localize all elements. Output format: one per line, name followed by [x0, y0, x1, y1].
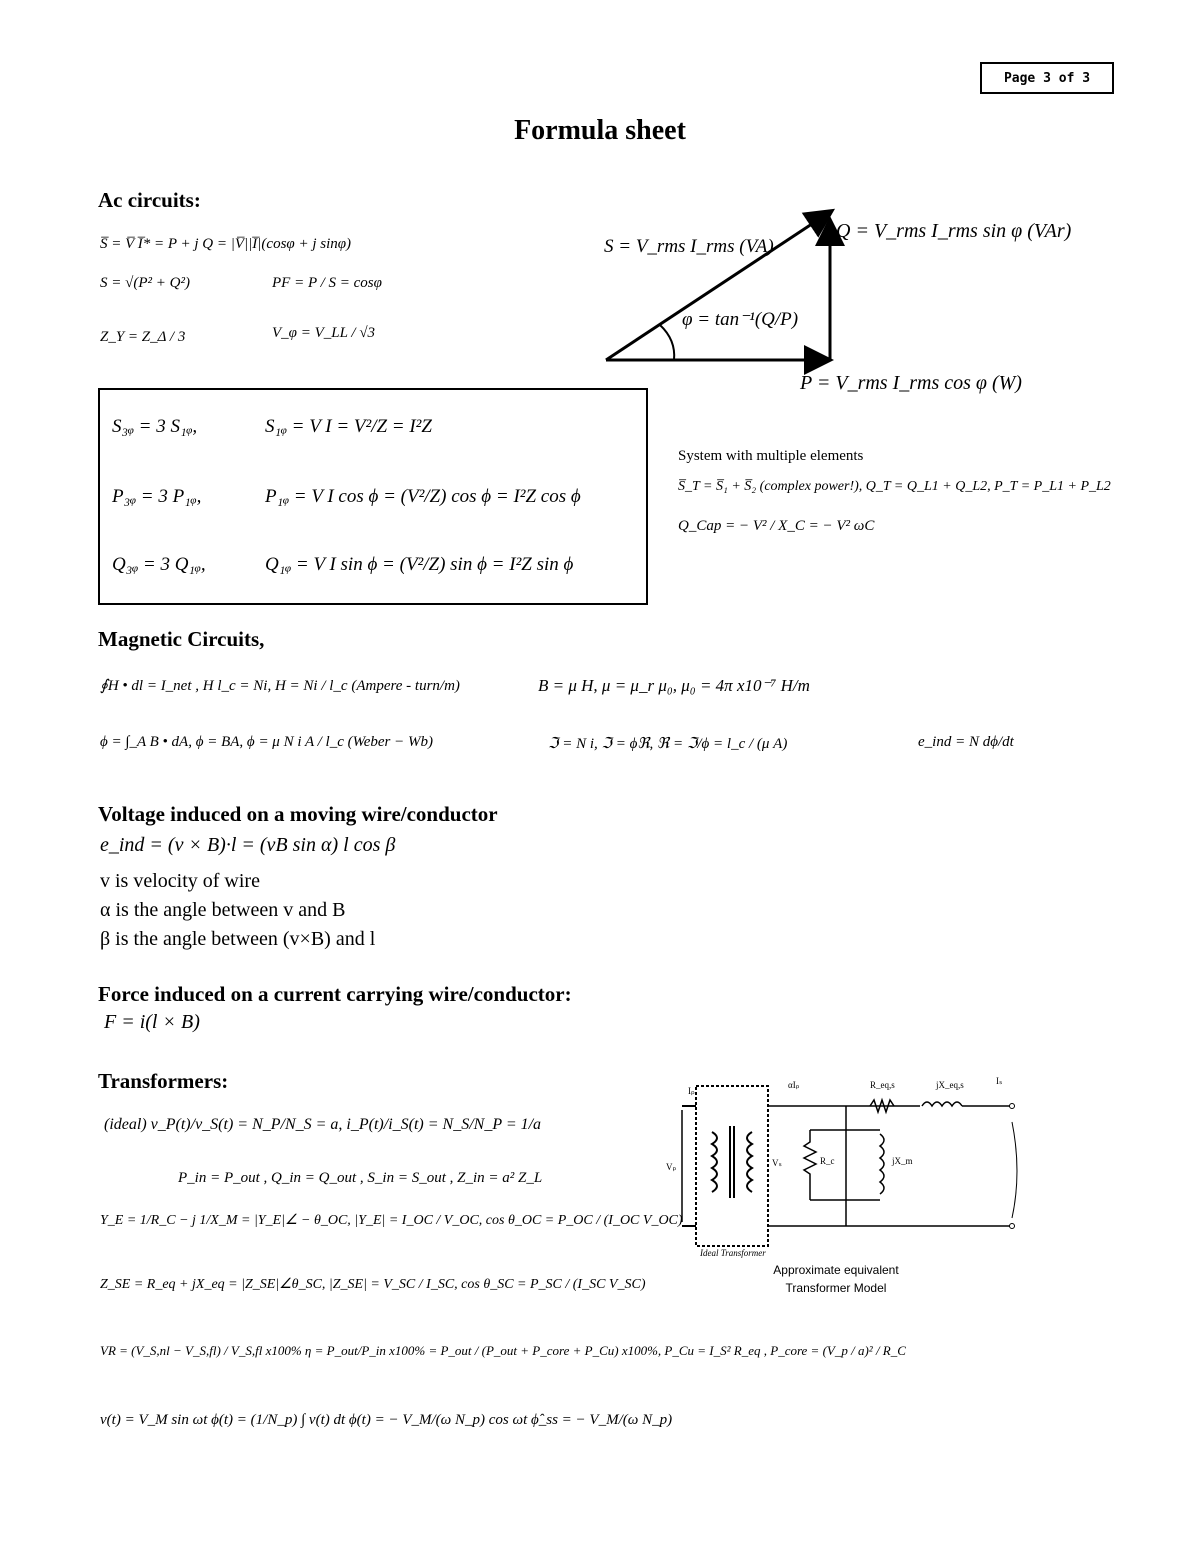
ac-apparent-power-eq: S = √(P² + Q²)	[100, 275, 190, 291]
diagram-caption-2: Transformer Model	[785, 1281, 887, 1295]
triangle-p-label: P = V_rms I_rms cos φ (W)	[800, 372, 1022, 394]
box-s1-eq: S₁ᵩ = V I = V²/Z = I²Z	[265, 416, 432, 437]
transformer-circuit-diagram	[660, 1070, 1040, 1270]
transformer-flux-eq: v(t) = V_M sin ωt ϕ(t) = (1/N_p) ∫ v(t) dt ϕ(t) = − V_M/(ω N_p) cos ωt ϕ̂_ss = − V_M/(ω N_p)	[100, 1412, 673, 1428]
triangle-phi-label: φ = tan⁻¹(Q/P)	[682, 309, 799, 330]
voltage-alpha-line: α is the angle between v and B	[100, 899, 346, 921]
force-induced-eq: F = i(l × B)	[104, 1011, 200, 1033]
magnetic-reluctance-eq: ℑ = N i, ℑ = ϕℜ, ℜ = ℑ/ϕ = l_c / (μ A)	[548, 736, 788, 752]
s-vector-arrow	[606, 212, 830, 360]
box-q1-eq: Q₁ᵩ = V I sin ϕ = (V²/Z) sin ϕ = I²Z sin ϕ	[265, 554, 574, 575]
label-ideal-transformer: Ideal Transformer	[700, 1248, 766, 1258]
magnetizing-inductor	[880, 1134, 884, 1194]
label-is: Iₛ	[996, 1076, 1003, 1086]
magnetic-heading: Magnetic Circuits,	[98, 627, 265, 651]
transformer-impedance-eq: Z_SE = R_eq + jX_eq = |Z_SE|∠θ_SC, |Z_SE| = V_SC / I_SC, cos θ_SC = P_SC / (I_SC V_SC)	[100, 1277, 646, 1292]
core-loss-resistor	[804, 1130, 816, 1200]
ideal-transformer-box	[696, 1086, 768, 1246]
force-induced-heading: Force induced on a current carrying wire/conductor:	[98, 982, 572, 1006]
label-jxeq: jX_eq,s	[936, 1080, 964, 1090]
label-vp: Vₚ	[666, 1162, 677, 1172]
magnetic-flux-density-eq: B = μ H, μ = μ_r μ₀, μ₀ = 4π x10⁻⁷ H/m	[538, 676, 810, 695]
label-aip: αIₚ	[788, 1080, 800, 1090]
ac-phase-voltage-eq: V_φ = V_LL / √3	[272, 325, 376, 341]
magnetic-ampere-eq: ∮H • dl = I_net , H l_c = Ni, H = Ni / l_c (Ampere - turn/m)	[100, 678, 460, 694]
ac-wye-delta-eq: Z_Y = Z_Δ / 3	[100, 329, 186, 345]
multi-total-power-eq: S̅_T = S̅₁ + S̅₂ (complex power!), Q_T = Q_L1 + Q_L2, P_T = P_L1 + P_L2	[678, 479, 1111, 494]
voltage-induced-heading: Voltage induced on a moving wire/conductor	[98, 802, 498, 826]
transformer-ideal-eq: (ideal) v_P(t)/v_S(t) = N_P/N_S = a, i_P(t)/i_S(t) = N_S/N_P = 1/a	[104, 1116, 542, 1133]
primary-winding	[712, 1132, 717, 1192]
multi-cap-reactive-eq: Q_Cap = − V² / X_C = − V² ωC	[678, 518, 875, 534]
voltage-induced-eq: e_ind = (v × B)·l = (vB sin α) l cos β	[100, 834, 396, 856]
box-s3-eq: S₃ᵩ = 3 S₁ᵩ,	[112, 416, 198, 437]
voltage-velocity-line: v is velocity of wire	[100, 870, 260, 892]
triangle-q-label: Q = V_rms I_rms sin φ (VAr)	[836, 220, 1072, 242]
label-jxm: jX_m	[892, 1156, 913, 1166]
transformer-admittance-eq: Y_E = 1/R_C − j 1/X_M = |Y_E|∠ − θ_OC, |Y_E| = I_OC / V_OC, cos θ_OC = P_OC / (I_OC V_OC)	[100, 1213, 683, 1228]
magnetic-flux-eq: ϕ = ∫_A B • dA, ϕ = BA, ϕ = μ N i A / l_c (Weber − Wb)	[100, 734, 434, 750]
page-title: Formula sheet	[514, 115, 686, 146]
series-reactance	[922, 1102, 962, 1106]
transformer-power-equality-eq: P_in = P_out , Q_in = Q_out , S_in = S_out , Z_in = a² Z_L	[178, 1170, 543, 1186]
transformers-heading: Transformers:	[98, 1069, 229, 1093]
label-ip: Iₚ	[688, 1086, 695, 1096]
ac-complex-power-eq: S̅ = V̅ I̅* = P + j Q = |V̅||I̅|(cosφ + j sinφ)	[100, 236, 352, 252]
label-req: R_eq,s	[870, 1080, 895, 1090]
label-rc: R_c	[820, 1156, 835, 1166]
magnetic-induced-emf-eq: e_ind = N dϕ/dt	[918, 734, 1014, 750]
box-p1-eq: P₁ᵩ = V I cos ϕ = (V²/Z) cos ϕ = I²Z cos ϕ	[265, 486, 581, 507]
label-vs: Vₛ	[772, 1158, 782, 1168]
secondary-winding	[747, 1132, 752, 1192]
box-p3-eq: P₃ᵩ = 3 P₁ᵩ,	[112, 486, 202, 507]
box-q3-eq: Q₃ᵩ = 3 Q₁ᵩ,	[112, 554, 206, 575]
triangle-s-label: S = V_rms I_rms (VA)	[604, 236, 774, 257]
ac-power-factor-eq: PF = P / S = cosφ	[272, 275, 382, 291]
multi-elements-heading: System with multiple elements	[678, 448, 864, 464]
ac-circuits-heading: Ac circuits:	[98, 188, 201, 212]
phi-angle-arc	[660, 325, 674, 360]
diagram-caption-1: Approximate equivalent	[773, 1263, 899, 1277]
transformer-regulation-eq: VR = (V_S,nl − V_S,fl) / V_S,fl x100% η = P_out/P_in x100% = P_out / (P_out + P_core + P_Cu) x100%, P_Cu = I_S² R_eq , P_core = (V_p / a)² / R_C	[100, 1343, 906, 1358]
page-indicator: Page 3 of 3	[980, 62, 1114, 94]
voltage-beta-line: β is the angle between (v×B) and l	[100, 928, 376, 950]
